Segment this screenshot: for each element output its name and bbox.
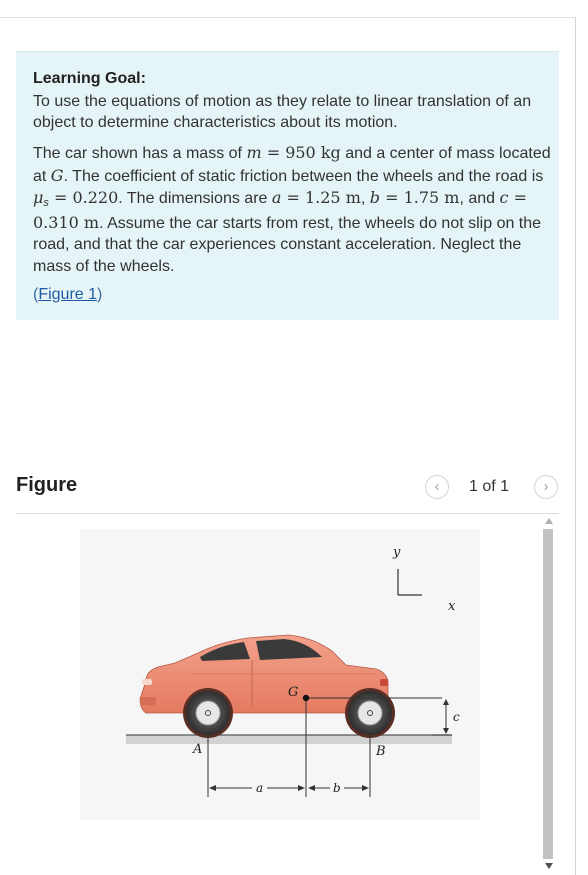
top-divider (0, 17, 576, 18)
scroll-down-arrow-icon[interactable] (545, 863, 553, 869)
a-dimension-arrow-right (298, 785, 305, 791)
b-dimension-arrow-left (308, 785, 315, 791)
figure-page-indicator: 1 of 1 (469, 478, 510, 495)
a-dimension-label: a (256, 781, 264, 795)
problem-text-6: , and (459, 190, 500, 207)
c-dimension-label: c (453, 710, 460, 724)
figure-link-close-paren: ) (97, 286, 103, 303)
learning-goal-panel (16, 51, 559, 320)
car-figure (80, 529, 480, 820)
figure-link-wrapper (33, 286, 102, 304)
mu-symbol: μ (33, 188, 44, 207)
mu-subscript: s (43, 197, 49, 209)
figure-pager (425, 475, 560, 501)
car-diagram (80, 529, 480, 820)
problem-text-3: . The coefficient of static friction between the wheels and the road is (63, 167, 544, 185)
c-dimension-arrow-bottom (443, 728, 449, 734)
mass-value: 950 kg (285, 143, 341, 162)
ground-surface (126, 735, 452, 744)
y-axis-label: y (393, 545, 401, 560)
equals-sign: = (508, 188, 527, 207)
car-taillight (380, 679, 388, 686)
scroll-up-arrow-icon[interactable] (545, 518, 553, 524)
scrollbar-thumb[interactable] (543, 529, 553, 859)
problem-text-5: , (360, 190, 370, 207)
figure-divider (16, 513, 559, 514)
right-divider (575, 17, 576, 875)
problem-text-2: and a center of mass located at (33, 145, 551, 185)
c-symbol: c (499, 188, 509, 207)
chevron-left-icon: ‹ (434, 478, 440, 495)
car-front-bumper (140, 697, 156, 705)
next-figure-button[interactable] (534, 475, 558, 499)
problem-text-1: The car shown has a mass of (33, 145, 247, 162)
learning-goal-text: To use the equations of motion as they relate to linear translation of an object to determine characteristics about its motion. (33, 93, 532, 131)
learning-goal-title: Learning Goal: (33, 70, 146, 87)
center-of-mass-label: G (288, 685, 299, 700)
a-symbol: a (271, 188, 282, 207)
center-of-mass-point (303, 695, 309, 701)
figure-heading: Figure (16, 474, 78, 496)
problem-text-4: . The dimensions are (118, 190, 272, 207)
point-b-label: B (376, 744, 386, 759)
point-a-label: A (193, 742, 203, 757)
car-headlight (142, 679, 152, 685)
rear-hubcap (358, 701, 382, 725)
a-value: 1.25 m (304, 188, 361, 207)
problem-statement (33, 142, 553, 277)
center-of-mass-symbol: G (50, 165, 64, 185)
b-symbol: b (369, 188, 381, 207)
mu-value: 0.220 (72, 188, 119, 207)
chevron-right-icon: › (543, 478, 549, 495)
mass-symbol: m (246, 143, 262, 162)
figure-scrollbar[interactable] (542, 518, 556, 873)
equals-sign: = (261, 143, 286, 162)
equals-sign: = (48, 188, 73, 207)
b-value: 1.75 m (403, 188, 460, 207)
b-dimension-label: b (333, 781, 341, 795)
figure-1-link[interactable]: Figure 1 (38, 286, 98, 303)
c-value: 0.310 m (33, 212, 100, 232)
b-dimension-arrow-right (362, 785, 369, 791)
figure-link-open-paren: ( (33, 286, 39, 303)
c-dimension-arrow-top (443, 699, 449, 705)
equals-sign: = (380, 188, 404, 207)
a-dimension-arrow-left (209, 785, 216, 791)
problem-text-7: . Assume the car starts from rest, the wheels do not slip on the road, and that the car experiences constant acceleration. Neglect the mass of the wheels. (33, 214, 542, 275)
previous-figure-button[interactable] (425, 475, 449, 499)
front-hubcap (196, 701, 220, 725)
x-axis-label: x (448, 599, 456, 614)
equals-sign: = (281, 188, 305, 207)
